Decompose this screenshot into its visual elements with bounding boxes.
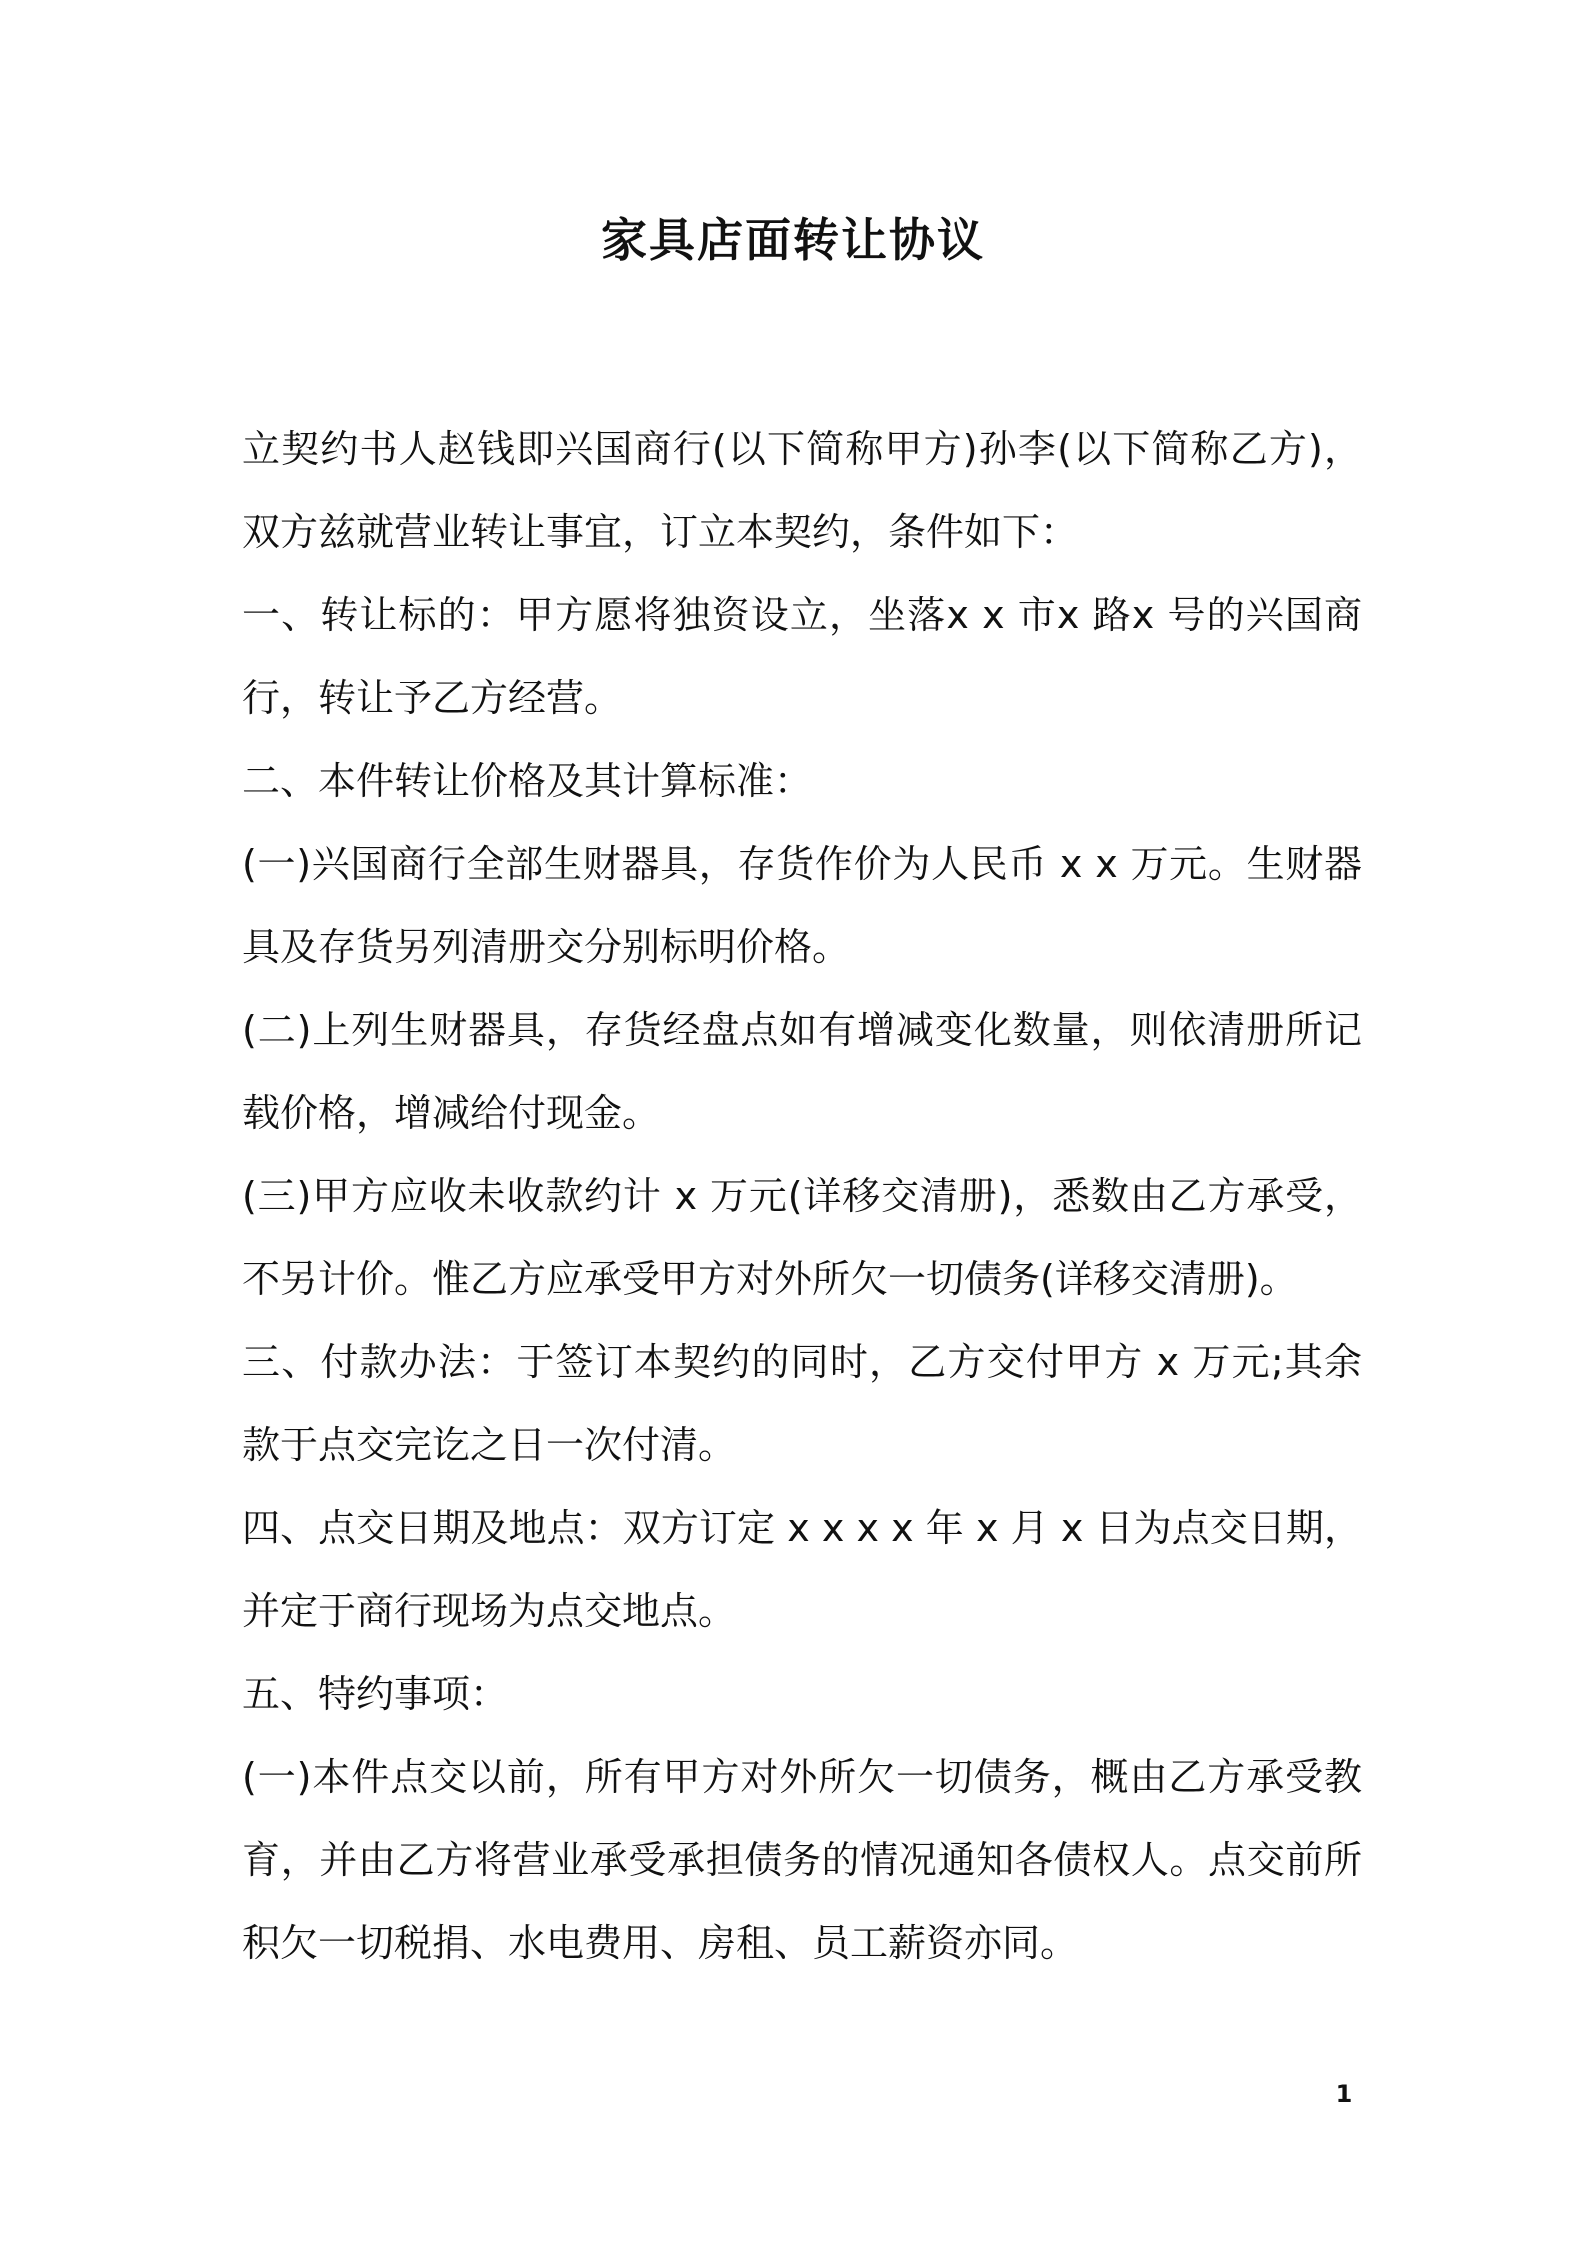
- page-number: 1: [1335, 2080, 1353, 2108]
- paragraph-clause-4: 四、点交日期及地点：双方订定 x x x x 年 x 月 x 日为点交日期，并定于商行现场为点交地点。: [242, 1506, 1362, 1633]
- paragraph-clause-1: 一、转让标的：甲方愿将独资设立，坐落x x 市x 路x 号的兴国商行，转让予乙方经营。: [242, 593, 1362, 720]
- document-title: 家具店面转让协议: [601, 213, 985, 267]
- paragraph-clause-5-heading: 五、特约事项：: [242, 1672, 509, 1716]
- paragraph-clause-3: 三、付款办法：于签订本契约的同时，乙方交付甲方 x 万元;其余款于点交完讫之日一次付清。: [242, 1340, 1362, 1467]
- paragraph-clause-2-item-2: (二)上列生财器具，存货经盘点如有增减变化数量，则依清册所记载价格，增减给付现金。: [242, 1008, 1362, 1135]
- paragraph-preamble: 立契约书人赵钱即兴国商行(以下简称甲方)孙李(以下简称乙方)，双方兹就营业转让事宜，订立本契约，条件如下：: [242, 427, 1362, 554]
- paragraph-clause-2-item-3: (三)甲方应收未收款约计 x 万元(详移交清册)，悉数由乙方承受，不另计价。惟乙方应承受甲方对外所欠一切债务(详移交清册)。: [242, 1174, 1362, 1301]
- document-body: [242, 408, 1362, 1985]
- paragraph-clause-2-item-1: (一)兴国商行全部生财器具，存货作价为人民币 x x 万元。生财器具及存货另列清册交分别标明价格。: [242, 842, 1362, 969]
- paragraph-clause-2-heading: 二、本件转让价格及其计算标准：: [242, 759, 813, 803]
- paragraph-clause-5-item-1: (一)本件点交以前，所有甲方对外所欠一切债务，概由乙方承受教育，并由乙方将营业承受承担债务的情况通知各债权人。点交前所积欠一切税捐、水电费用、房租、员工薪资亦同。: [242, 1755, 1362, 1965]
